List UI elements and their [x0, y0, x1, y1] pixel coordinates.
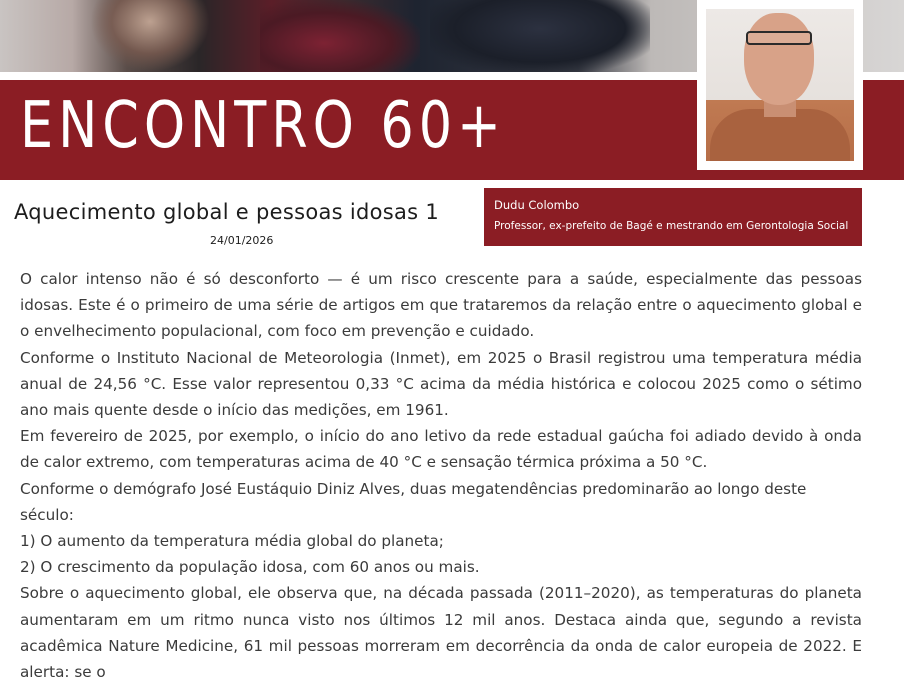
author-photo-head: [744, 13, 814, 105]
list-item: 1) O aumento da temperatura média global do planeta;: [20, 532, 444, 551]
author-photo: [706, 9, 854, 161]
photo-figure-left: [90, 0, 210, 72]
author-photo-frame: [697, 0, 863, 170]
photo-figure-right: [430, 0, 650, 72]
paragraph: O calor intenso não é só desconforto — é um risco crescente para a saúde, especialmente das pessoas idosas. Este é o primeiro de uma série de artigos em que trataremos da relação entre o aquecimento global e o envelhecimento populacional, com foco em prevenção e cuidado.: [20, 270, 862, 341]
article-body: [20, 266, 862, 685]
author-photo-glasses: [746, 31, 812, 45]
column-title: ENCONTRO 60+: [20, 89, 506, 163]
author-box: [484, 188, 862, 246]
paragraph: Sobre o aquecimento global, ele observa que, na década passada (2011–2020), as temperaturas do planeta aumentaram em um ritmo nunca visto nos últimos 12 mil anos. Destaca ainda que, segundo a revista acadêmica Nature Medicine, 61 mil pessoas morreram em decorrência da onda de calor europeia de 2022. E alerta: se o: [20, 584, 862, 682]
photo-figure-center: [260, 0, 420, 72]
author-description: Professor, ex-prefeito de Bagé e mestrando em Gerontologia Social: [494, 220, 849, 232]
author-name: Dudu Colombo: [494, 198, 580, 212]
paragraph: Conforme o demógrafo José Eustáquio Diniz Alves, duas megatendências predominarão ao longo deste século:: [20, 479, 807, 524]
article-date: 24/01/2026: [210, 234, 274, 247]
paragraph: Em fevereiro de 2025, por exemplo, o início do ano letivo da rede estadual gaúcha foi adiado devido à onda de calor extremo, com temperaturas acima de 40 °C e sensação térmica próxima a 50 °C.: [20, 427, 862, 472]
paragraph: Conforme o Instituto Nacional de Meteorologia (Inmet), em 2025 o Brasil registrou uma temperatura média anual de 24,56 °C. Esse valor representou 0,33 °C acima da média histórica e colocou 2025 como o sétimo ano mais quente desde o início das medições, em 1961.: [20, 348, 862, 420]
list-item: 2) O crescimento da população idosa, com 60 anos ou mais.: [20, 558, 480, 577]
article-title: Aquecimento global e pessoas idosas 1: [14, 200, 440, 224]
